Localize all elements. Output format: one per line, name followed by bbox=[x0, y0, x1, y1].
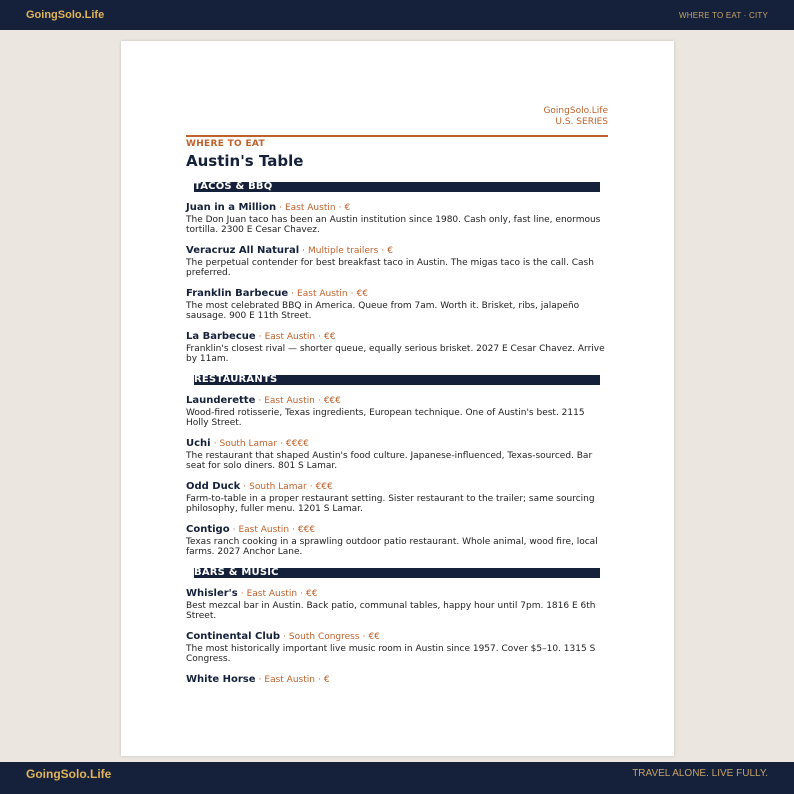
listing-name: White Horse bbox=[186, 674, 256, 685]
listing-price: €€ bbox=[324, 332, 336, 342]
separator-dot: · bbox=[280, 439, 283, 449]
listing-entry bbox=[186, 524, 608, 557]
listing-price: €€ bbox=[368, 632, 380, 642]
separator-dot: · bbox=[291, 289, 295, 299]
listing-price: € bbox=[323, 675, 330, 685]
listing-entry bbox=[186, 245, 608, 278]
listing-name: La Barbecue bbox=[186, 331, 256, 342]
separator-dot: · bbox=[232, 525, 236, 535]
listing-price: € bbox=[344, 203, 351, 213]
separator-dot: · bbox=[302, 246, 306, 256]
listing-name: Launderette bbox=[186, 395, 256, 406]
listing-area: South Lamar bbox=[219, 439, 278, 449]
separator-dot: · bbox=[279, 203, 282, 213]
listing-name: Juan in a Million bbox=[186, 202, 277, 213]
separator-dot: · bbox=[300, 589, 304, 599]
listing-description: Farm-to-table in a proper restaurant setting. Sister restaurant to the trailer; same sourcing philosophy, fuller menu. 1201 S Lamar. bbox=[186, 494, 595, 514]
listing-header bbox=[186, 631, 608, 643]
listing-name: Contigo bbox=[186, 524, 230, 535]
series-label bbox=[186, 106, 608, 128]
footer-logo[interactable]: GoingSolo.Life bbox=[26, 767, 112, 781]
listing-entry bbox=[186, 674, 608, 686]
listing-header bbox=[186, 288, 608, 300]
series-brand: GoingSolo.Life bbox=[543, 106, 608, 116]
separator-dot: · bbox=[243, 482, 247, 492]
separator-dot: · bbox=[381, 246, 385, 256]
footer-bar bbox=[0, 762, 794, 794]
listing-name: Continental Club bbox=[186, 631, 281, 642]
listing-description: The Don Juan taco has been an Austin institution since 1980. Cash only, fast line, enormous tortilla. 2300 E Cesar Chavez. bbox=[186, 215, 601, 235]
listing-area: East Austin bbox=[284, 203, 336, 213]
listing-header bbox=[186, 245, 608, 257]
listing-entry bbox=[186, 481, 608, 514]
listing-price: €€€ bbox=[297, 525, 316, 535]
listing-area: East Austin bbox=[297, 289, 348, 299]
document-page bbox=[121, 41, 674, 756]
top-navbar bbox=[0, 0, 794, 30]
listing-description: Wood-fired rotisserie, Texas ingredients, European technique. One of Austin's best. 2115 Holly Street. bbox=[186, 408, 585, 428]
listing-entry bbox=[186, 288, 608, 321]
separator-dot: · bbox=[258, 675, 262, 685]
listing-area: East Austin bbox=[246, 589, 298, 599]
separator-dot: · bbox=[258, 332, 262, 342]
listing-entry bbox=[186, 202, 608, 235]
page-content bbox=[186, 106, 608, 686]
listing-description: Best mezcal bar in Austin. Back patio, communal tables, happy hour until 7pm. 1816 E 6th Street. bbox=[186, 601, 596, 621]
separator-dot: · bbox=[317, 675, 321, 685]
listing-description: The most historically important live music room in Austin since 1957. Cover $5–10. 1315 S Congress. bbox=[186, 644, 596, 664]
listing-price: €€ bbox=[306, 589, 318, 599]
listing-name: Franklin Barbecue bbox=[186, 288, 289, 299]
separator-dot: · bbox=[213, 439, 217, 449]
listing-header bbox=[186, 438, 608, 450]
listing-description: Texas ranch cooking in a sprawling outdoor patio restaurant. Whole animal, wood fire, local farms. 2027 Anchor Lane. bbox=[186, 537, 598, 557]
listing-name: Veracruz All Natural bbox=[186, 245, 300, 256]
listing-name: Odd Duck bbox=[186, 481, 241, 492]
listing-price: €€€ bbox=[323, 396, 341, 406]
listing-entry bbox=[186, 395, 608, 428]
separator-dot: · bbox=[317, 396, 321, 406]
series-name: U.S. SERIES bbox=[555, 117, 608, 127]
listing-area: East Austin bbox=[264, 332, 316, 342]
page-kicker: WHERE TO EAT bbox=[186, 139, 265, 149]
listing-name: Uchi bbox=[186, 438, 211, 449]
listing-area: East Austin bbox=[264, 396, 315, 406]
listing-header bbox=[186, 588, 608, 600]
footer-tagline: TRAVEL ALONE. LIVE FULLY. bbox=[632, 768, 768, 779]
listing-header bbox=[186, 674, 608, 686]
listing-area: South Lamar bbox=[249, 482, 307, 492]
section-heading: RESTAURANTS bbox=[194, 375, 600, 385]
separator-dot: · bbox=[338, 203, 342, 213]
listing-area: East Austin bbox=[264, 675, 315, 685]
listing-header bbox=[186, 481, 608, 493]
listing-entry bbox=[186, 331, 608, 364]
listing-area: Multiple trailers bbox=[308, 246, 379, 256]
separator-dot: · bbox=[350, 289, 354, 299]
listing-header bbox=[186, 202, 608, 214]
page-title: Austin's Table bbox=[186, 152, 304, 170]
listing-description: Franklin's closest rival — shorter queue, equally serious brisket. 2027 E Cesar Chavez. Arrive by 11am. bbox=[186, 344, 605, 364]
section-heading: TACOS & BBQ bbox=[194, 182, 600, 192]
listing-price: €€€€ bbox=[285, 439, 309, 449]
sections-container bbox=[186, 182, 608, 686]
separator-dot: · bbox=[283, 632, 286, 642]
listing-header bbox=[186, 331, 608, 343]
separator-dot: · bbox=[240, 589, 244, 599]
listing-description: The most celebrated BBQ in America. Queue from 7am. Worth it. Brisket, ribs, jalapeño sausage. 900 E 11th Street. bbox=[186, 301, 580, 321]
listing-entry bbox=[186, 631, 608, 664]
listing-entry bbox=[186, 588, 608, 621]
listing-price: € bbox=[387, 246, 393, 256]
site-logo[interactable]: GoingSolo.Life bbox=[26, 9, 105, 21]
separator-dot: · bbox=[318, 332, 322, 342]
listing-area: South Congress bbox=[288, 632, 360, 642]
listing-header bbox=[186, 524, 608, 536]
separator-dot: · bbox=[309, 482, 313, 492]
listing-price: €€€ bbox=[315, 482, 333, 492]
separator-dot: · bbox=[292, 525, 295, 535]
listing-description: The perpetual contender for best breakfast taco in Austin. The migas taco is the call. Cash preferred. bbox=[186, 258, 594, 278]
listing-price: €€ bbox=[356, 289, 368, 299]
listing-header bbox=[186, 395, 608, 407]
separator-dot: · bbox=[362, 632, 366, 642]
listing-area: East Austin bbox=[238, 525, 290, 535]
separator-dot: · bbox=[258, 396, 262, 406]
top-nav-link[interactable]: WHERE TO EAT · CITY bbox=[679, 11, 768, 20]
listing-description: The restaurant that shaped Austin's food culture. Japanese-influenced, Texas-sourced. Bar seat for solo diners. 801 S Lamar. bbox=[186, 451, 593, 471]
listing-entry bbox=[186, 438, 608, 471]
section-heading: BARS & MUSIC bbox=[194, 568, 600, 578]
header-rule bbox=[186, 135, 608, 137]
listing-name: Whisler's bbox=[186, 588, 238, 599]
